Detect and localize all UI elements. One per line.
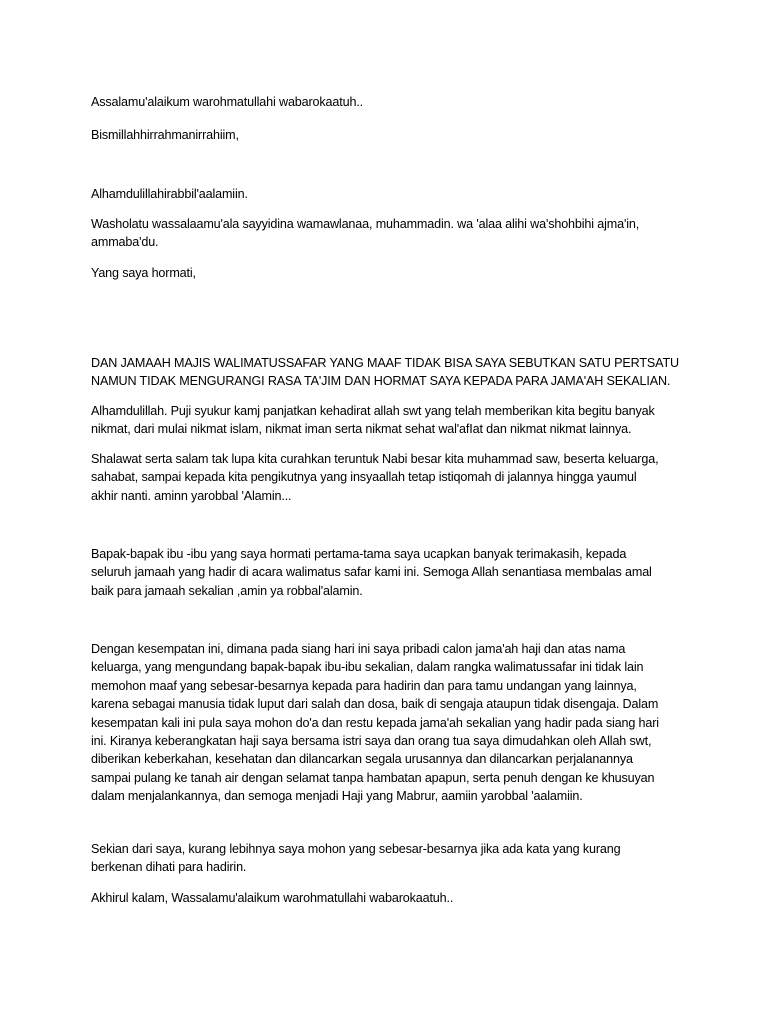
text-line: NAMUN TIDAK MENGURANGI RASA TA'JIM DAN HORMAT SAYA KEPADA PARA JAMA'AH SEKALIAN. (91, 374, 671, 389)
text-line: keluarga, yang mengundang bapak-bapak ibu-ibu sekalian, dalam rangka walimatussafar ini tidak lain (91, 660, 644, 675)
text-line: dalam menjalankannya, dan semoga menjadi Haji yang Mabrur, aamiin yarobbal 'aalamiin. (91, 789, 583, 804)
text-line: seluruh jamaah yang hadir di acara walimatus safar kami ini. Semoga Allah senantiasa membalas amal (91, 565, 652, 580)
text-line: Yang saya hormati, (91, 266, 196, 280)
text-line: Dengan kesempatan ini, dimana pada siang hari ini saya pribadi calon jama'ah haji dan atas nama (91, 642, 626, 656)
text-line: baik para jamaah sekalian ,amin ya robbal'alamin. (91, 583, 363, 598)
text-line: Sekian dari saya, kurang lebihnya saya mohon yang sebesar-besarnya jika ada kata yang kurang (91, 842, 621, 856)
gratitude-paragraph (91, 402, 691, 439)
text-line: Akhirul kalam, Wassalamu'alaikum warohmatullahi wabarokaatuh.. (91, 891, 454, 905)
text-line: nikmat, dari mulai nikmat islam, nikmat iman serta nikmat sehat wal'afIat dan nikmat nikmat lainnya. (91, 422, 632, 437)
thanks-paragraph (91, 545, 691, 600)
text-line: Bismillahhirrahmanirrahiim, (91, 128, 239, 142)
main-speech-paragraph (91, 640, 691, 806)
audience-address (91, 354, 691, 391)
text-line: sampai pulang ke tanah air dengan selamat tanpa hambatan apapun, serta penuh dengan ke khusuyan (91, 770, 655, 785)
text-line: sahabat, sampai kepada kita pengikutnya yang insyaallah tetap istiqomah di jalannya hingga yaumul (91, 470, 637, 485)
basmalah (91, 126, 691, 144)
text-line: DAN JAMAAH MAJIS WALIMATUSSAFAR YANG MAAF TIDAK BISA SAYA SEBUTKAN SATU PERTSATU (91, 356, 679, 370)
text-line: ini. Kiranya keberangkatan haji saya bersama istri saya dan orang tua saya dimudahkan oleh Allah swt, (91, 734, 652, 749)
text-line: diberikan keberkahan, kesehatan dan dilancarkan segala urusannya dan dilancarkan perjalanannya (91, 752, 633, 767)
salutation (91, 264, 691, 282)
text-line: Washolatu wassalaamu'ala sayyidina wamawlanaa, muhammadin. wa 'alaa alihi wa'shohbihi ajma'in, (91, 217, 640, 231)
text-line: berkenan dihati para hadirin. (91, 860, 247, 875)
sholawat-opening (91, 215, 691, 252)
shalawat-paragraph (91, 450, 691, 505)
text-line: Assalamu'alaikum warohmatullahi wabarokaatuh.. (91, 95, 364, 109)
closing-paragraph (91, 840, 691, 877)
text-line: kesempatan kali ini pula saya mohon do'a dan restu kepada jama'ah sekalian yang hadir pada siang hari (91, 715, 659, 730)
text-line: akhir nanti. aminn yarobbal 'Alamin... (91, 488, 292, 503)
hamdalah (91, 185, 691, 203)
text-line: ammaba'du. (91, 235, 159, 250)
text-line: Bapak-bapak ibu -ibu yang saya hormati pertama-tama saya ucapkan banyak terimakasih, kepada (91, 547, 627, 561)
text-line: Alhamdulillah. Puji syukur kamj panjatkan kehadirat allah swt yang telah memberikan kita begitu banyak (91, 404, 655, 418)
greeting-closing (91, 889, 691, 907)
text-line: Shalawat serta salam tak lupa kita curahkan teruntuk Nabi besar kita muhammad saw, beserta keluarga, (91, 452, 659, 466)
text-line: karena sebagai manusia tidak luput dari salah dan dosa, baik di sengaja ataupun tidak disengaja. Dalam (91, 697, 659, 712)
text-line: Alhamdulillahirabbil'aalamiin. (91, 187, 248, 201)
greeting-opening (91, 93, 691, 111)
text-line: memohon maaf yang sebesar-besarnya kepada para hadirin dan para tamu undangan yang lainnya, (91, 678, 637, 693)
